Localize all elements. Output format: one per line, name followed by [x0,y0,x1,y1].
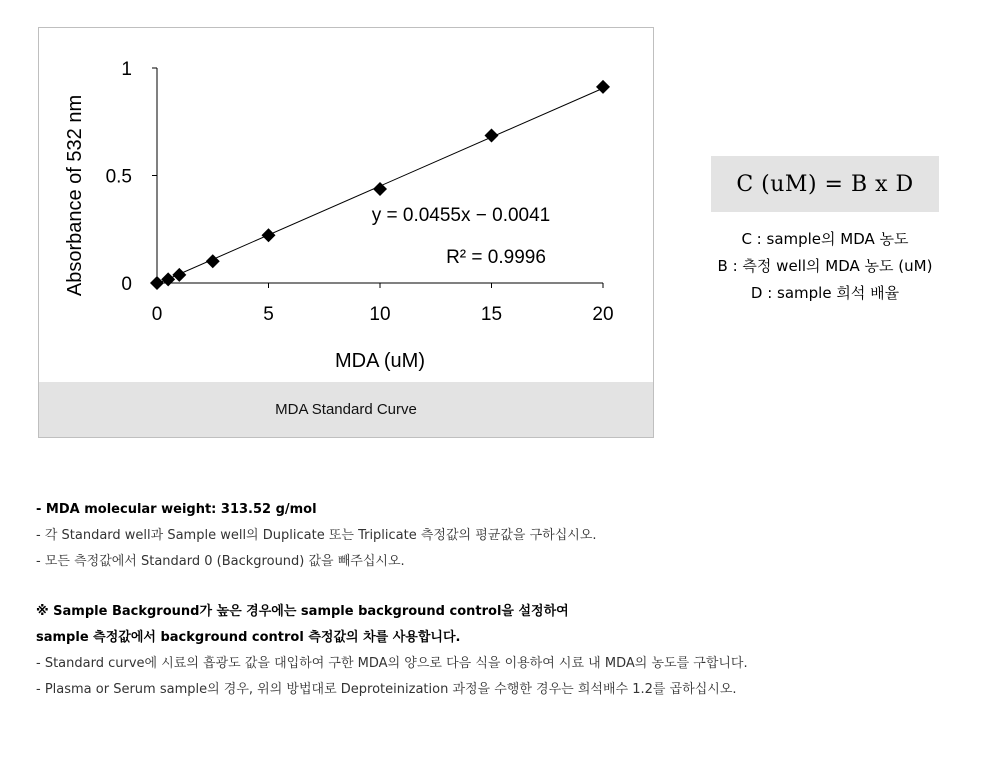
notes-section [36,497,996,703]
chart-caption [39,382,653,437]
r-squared-label: R² = 0.9996 [446,247,546,268]
formula-expression: C (uM) = B x D [736,171,914,197]
data-point [262,228,276,242]
data-point [206,254,220,268]
x-tick-label: 0 [151,304,163,325]
chart-plot [39,28,653,382]
x-axis-title: MDA (uM) [335,350,425,372]
data-point [150,276,164,290]
x-tick-label: 20 [592,304,614,325]
y-axis-title: Absorbance of 532 nm [64,94,86,297]
note-standard-curve: - Standard curve에 시료의 흡광도 값을 대입하여 구한 MDA의 양으로 다음 식을 이용하여 시료 내 MDA의 농도를 구합니다. [36,656,748,671]
formula-legend [665,226,985,307]
formula-legend-b: B : 측정 well의 MDA 농도 (uM) [717,257,933,275]
formula-legend-c: C : sample의 MDA 농도 [741,230,909,248]
chart-panel [38,27,654,438]
data-point [596,80,610,94]
molecular-weight-note: - MDA molecular weight: 313.52 g/mol [36,502,317,517]
warning-line-2: sample 측정값에서 background control 측정값의 차를 사용합니다. [36,630,461,645]
note-plasma-serum: - Plasma or Serum sample의 경우, 위의 방법대로 Deproteinization 과정을 수행한 경우는 희석배수 1.2를 곱하십시오. [36,682,737,697]
x-tick-label: 5 [263,304,274,325]
chart-title: MDA Standard Curve [275,401,417,418]
equation-label: y = 0.0455x − 0.0041 [371,205,551,226]
formula-box [711,156,939,212]
warning-line-1: ※ Sample Background가 높은 경우에는 sample background control을 설정하여 [36,604,569,619]
x-tick-label: 10 [369,304,391,325]
x-tick-label: 15 [480,304,503,325]
data-point [485,129,499,143]
note-subtract-background: - 모든 측정값에서 Standard 0 (Background) 값을 빼주십시오. [36,554,405,569]
formula-legend-d: D : sample 희석 배율 [750,284,900,302]
note-average: - 각 Standard well과 Sample well의 Duplicate 또는 Triplicate 측정값의 평균값을 구하십시오. [36,528,597,543]
y-tick-label: 0 [121,274,132,295]
y-tick-label: 0.5 [105,166,132,188]
y-tick-label: 1 [121,59,132,80]
